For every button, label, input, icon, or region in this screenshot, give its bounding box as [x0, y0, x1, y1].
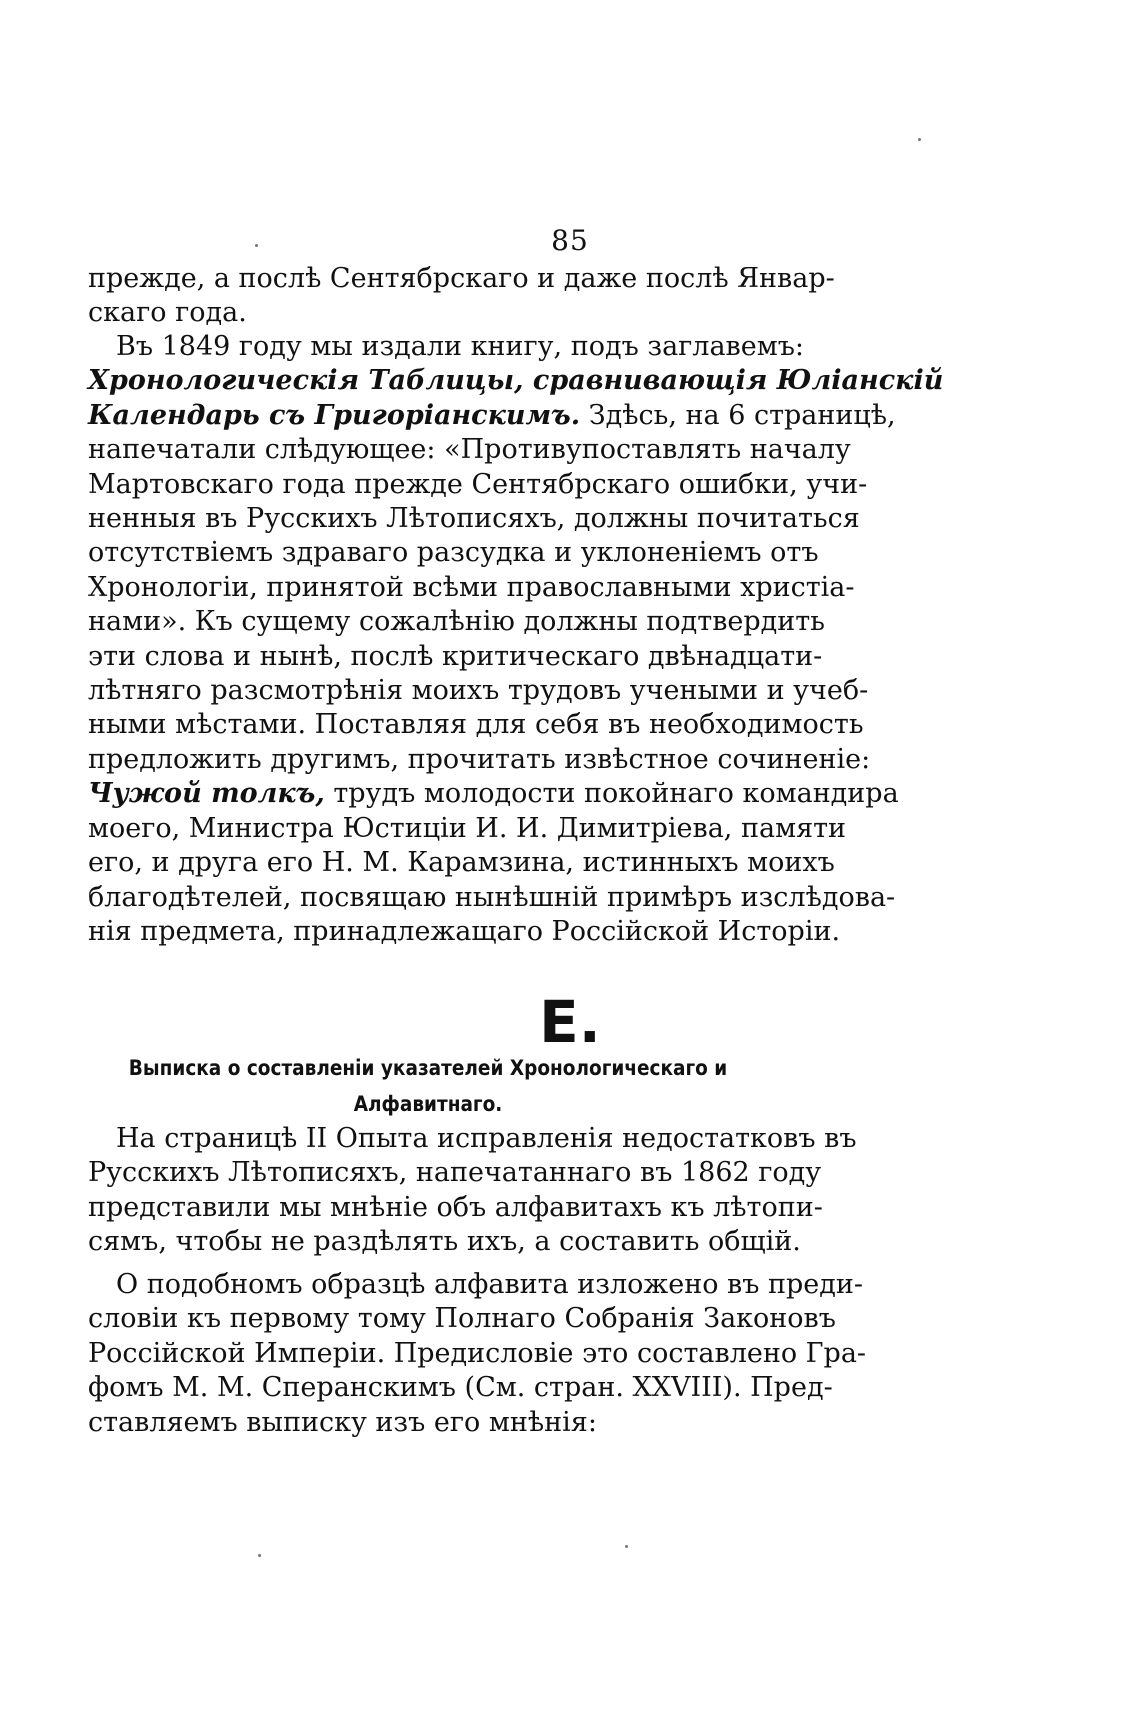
scan-speck: [625, 1545, 628, 1548]
text-fragment: Здѣсь, на 6 страницѣ,: [580, 399, 896, 431]
work-title-italic: Чужой толкъ,: [88, 778, 325, 810]
text-line: предложить другимъ, прочитать извѣстное сочиненіе:: [88, 743, 871, 775]
scan-speck: [918, 138, 921, 141]
book-title-italic: Календарь съ Григоріанскимъ.: [88, 399, 581, 431]
text-line: Хронологіи, принятой всѣми православными христіа-: [88, 571, 855, 603]
scan-speck: [255, 244, 258, 247]
text-line: эти слова и нынѣ, послѣ критическаго двѣнадцати-: [88, 640, 823, 672]
text-line: его, и друга его Н. М. Карамзина, истинныхъ моихъ: [88, 847, 835, 879]
scan-speck: [258, 1554, 261, 1557]
text-line: О подобномъ образцѣ алфавита изложено въ преди-: [116, 1269, 863, 1300]
paragraph-alphabet: [88, 1268, 867, 1440]
text-line: сямъ, чтобы не раздѣлять ихъ, а составить общій.: [88, 1226, 801, 1258]
text-line: моего, Министра Юстиціи И. И. Димитріева, памяти: [88, 812, 847, 844]
section-letter: Е.: [539, 988, 601, 1056]
text-line: Въ 1849 году мы издали книгу, подъ заглавемъ:: [116, 331, 805, 362]
text-line: отсутствіемъ здраваго разсудка и уклоненіемъ отъ: [88, 537, 819, 569]
paragraph-1849-book: [88, 330, 944, 949]
text-line: представили мы мнѣніе объ алфавитахъ къ лѣтопи-: [88, 1191, 823, 1223]
section-title: [129, 1050, 727, 1122]
text-line: ными мѣстами. Поставляя для себя въ необходимость: [88, 709, 864, 741]
page-number: 85: [551, 224, 589, 257]
text-line: ставляемъ выписку изъ его мнѣнія:: [88, 1406, 597, 1438]
text-line: прежде, а послѣ Сентябрскаго и даже послѣ Январ-: [88, 263, 835, 294]
text-fragment: трудъ молодости покойнаго командира: [324, 778, 899, 810]
text-line: На страницѣ II Опыта исправленія недостатковъ въ: [116, 1123, 857, 1154]
text-line: нія предмета, принадлежащаго Россійской Исторіи.: [88, 915, 841, 947]
book-title-italic: Хронологическія Таблицы, сравнивающія Юліанскій: [88, 365, 944, 397]
text-line: Россійской Имперіи. Предисловіе это составлено Гра-: [88, 1337, 867, 1369]
text-line: лѣтняго разсмотрѣнія моихъ трудовъ учеными и учеб-: [88, 675, 869, 707]
section-title-line: Алфавитнаго.: [353, 1092, 503, 1116]
paragraph-page-ii: [88, 1122, 857, 1260]
text-line: [88, 399, 896, 433]
text-line: [88, 777, 899, 811]
text-line: ненныя въ Русскихъ Лѣтописяхъ, должны почитаться: [88, 503, 860, 535]
text-line: [88, 364, 944, 398]
text-line: фомъ М. М. Сперанскимъ (См. стран. XXVIII). Пред-: [88, 1372, 833, 1404]
text-line: словіи къ первому тому Полнаго Собранія Законовъ: [88, 1303, 836, 1335]
paragraph-continuation: [88, 262, 835, 331]
text-line: Русскихъ Лѣтописяхъ, напечатаннаго въ 1862 году: [88, 1157, 822, 1189]
text-line: нами». Къ сущему сожалѣнію должны подтвердить: [88, 606, 825, 638]
text-line: благодѣтелей, посвящаю нынѣшній примѣръ изслѣдова-: [88, 881, 896, 913]
text-line: скаго года.: [88, 297, 247, 329]
text-line: напечатали слѣдующее: «Противупоставлять началу: [88, 434, 851, 466]
text-line: Мартовскаго года прежде Сентябрскаго ошибки, учи-: [88, 468, 868, 500]
section-title-line: Выписка о составленіи указателей Хронологическаго и: [128, 1056, 728, 1080]
